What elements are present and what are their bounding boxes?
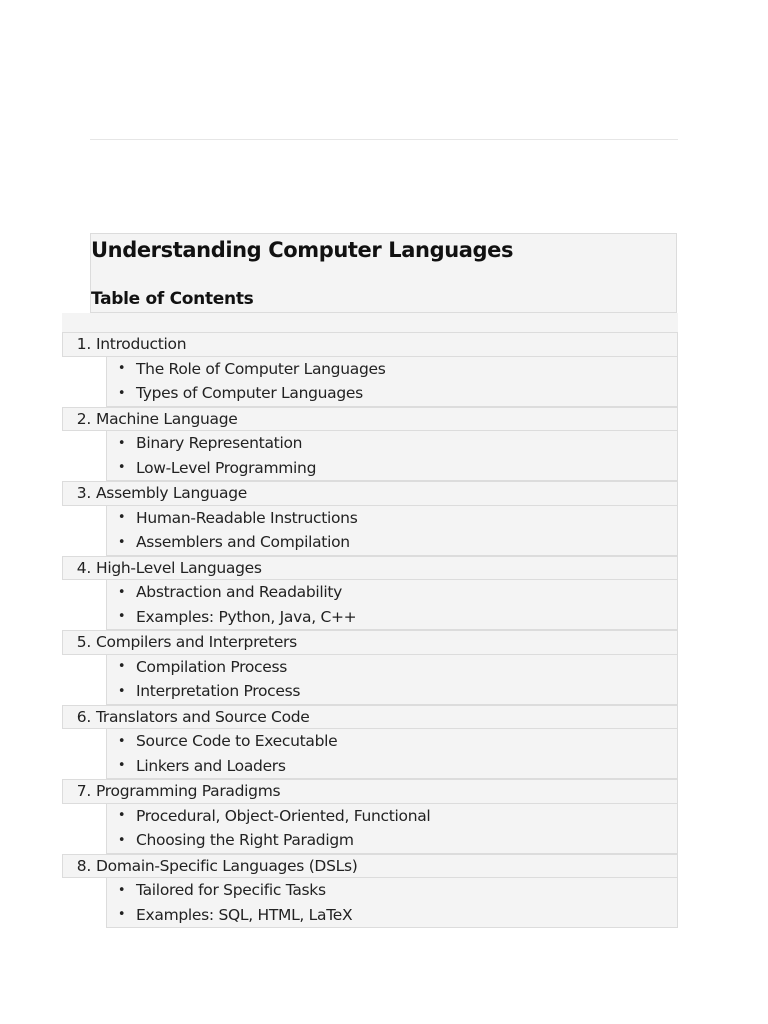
- horizontal-divider: [90, 139, 678, 140]
- toc-subsection-item[interactable]: [107, 655, 677, 680]
- toc-section-row[interactable]: [62, 332, 678, 357]
- toc-section: [62, 854, 678, 929]
- toc-section: [62, 556, 678, 631]
- toc-subsection-item[interactable]: [107, 456, 677, 481]
- toc-section-number: 8.: [76, 856, 91, 875]
- toc-subsection-label: Assemblers and Compilation: [136, 533, 350, 552]
- toc-section: [62, 630, 678, 705]
- toc-subsection-label: Tailored for Specific Tasks: [136, 881, 326, 900]
- document-title: Understanding Computer Languages: [91, 238, 514, 262]
- toc-subsection-item[interactable]: [107, 431, 677, 456]
- document-header: [90, 233, 677, 313]
- bullet-icon: •: [117, 609, 126, 625]
- toc-section-row[interactable]: [62, 630, 678, 655]
- toc-subsection-item[interactable]: [107, 357, 677, 382]
- toc-subsection-label: Examples: SQL, HTML, LaTeX: [136, 905, 353, 924]
- toc-subsection-label: Compilation Process: [136, 657, 288, 676]
- toc-section-number: 6.: [76, 707, 91, 726]
- toc-subsection-list: [106, 804, 678, 854]
- toc-subsection-list: [106, 506, 678, 556]
- bullet-icon: •: [117, 659, 126, 675]
- toc-section-number: 7.: [76, 782, 91, 801]
- toc-subsection-list: [106, 580, 678, 630]
- toc-section-label: Domain-Specific Languages (DSLs): [96, 856, 358, 875]
- toc-subsection-item[interactable]: [107, 506, 677, 531]
- toc-section-row[interactable]: [62, 481, 678, 506]
- toc-subsection-label: Binary Representation: [136, 434, 303, 453]
- toc-section-number: 5.: [76, 633, 91, 652]
- toc-subsection-label: Linkers and Loaders: [136, 756, 286, 775]
- toc-section-label: Machine Language: [96, 409, 238, 428]
- bullet-icon: •: [117, 808, 126, 824]
- toc-subsection-item[interactable]: [107, 804, 677, 829]
- toc-subsection-list: [106, 431, 678, 481]
- bullet-icon: •: [117, 534, 126, 550]
- toc-subsection-item[interactable]: [107, 381, 677, 406]
- toc-subsection-item[interactable]: [107, 754, 677, 779]
- toc-spacer: [62, 313, 678, 332]
- bullet-icon: •: [117, 584, 126, 600]
- toc-section-number: 1.: [76, 335, 91, 354]
- toc-section: [62, 705, 678, 780]
- toc-subsection-item[interactable]: [107, 729, 677, 754]
- toc-subsection-label: Source Code to Executable: [136, 732, 338, 751]
- toc-section-label: Compilers and Interpreters: [96, 633, 297, 652]
- toc-subsection-item[interactable]: [107, 828, 677, 853]
- table-of-contents: [62, 332, 678, 928]
- toc-section-label: High-Level Languages: [96, 558, 262, 577]
- toc-section-row[interactable]: [62, 407, 678, 432]
- bullet-icon: •: [117, 435, 126, 451]
- toc-subsection-item[interactable]: [107, 878, 677, 903]
- toc-section-label: Assembly Language: [96, 484, 248, 503]
- toc-section-label: Translators and Source Code: [96, 707, 310, 726]
- bullet-icon: •: [117, 882, 126, 898]
- toc-section-number: 4.: [76, 558, 91, 577]
- toc-subsection-list: [106, 655, 678, 705]
- toc-section: [62, 332, 678, 407]
- toc-section-label: Programming Paradigms: [96, 782, 281, 801]
- toc-subsection-item[interactable]: [107, 605, 677, 630]
- toc-heading: Table of Contents: [91, 289, 254, 309]
- toc-subsection-list: [106, 729, 678, 779]
- toc-section-row[interactable]: [62, 705, 678, 730]
- bullet-icon: •: [117, 733, 126, 749]
- bullet-icon: •: [117, 385, 126, 401]
- bullet-icon: •: [117, 510, 126, 526]
- bullet-icon: •: [117, 907, 126, 923]
- toc-section-row[interactable]: [62, 556, 678, 581]
- toc-subsection-label: Choosing the Right Paradigm: [136, 831, 354, 850]
- toc-subsection-item[interactable]: [107, 679, 677, 704]
- toc-subsection-label: Types of Computer Languages: [136, 384, 363, 403]
- toc-subsection-label: The Role of Computer Languages: [136, 359, 386, 378]
- toc-subsection-label: Human-Readable Instructions: [136, 508, 358, 527]
- toc-subsection-item[interactable]: [107, 580, 677, 605]
- toc-subsection-list: [106, 357, 678, 407]
- toc-subsection-label: Interpretation Process: [136, 682, 301, 701]
- bullet-icon: •: [117, 460, 126, 476]
- toc-section: [62, 407, 678, 482]
- toc-section: [62, 779, 678, 854]
- bullet-icon: •: [117, 361, 126, 377]
- toc-section-row[interactable]: [62, 854, 678, 879]
- toc-section: [62, 481, 678, 556]
- toc-subsection-item[interactable]: [107, 903, 677, 928]
- toc-subsection-label: Procedural, Object-Oriented, Functional: [136, 806, 431, 825]
- toc-section-label: Introduction: [96, 335, 187, 354]
- toc-subsection-list: [106, 878, 678, 928]
- bullet-icon: •: [117, 683, 126, 699]
- bullet-icon: •: [117, 832, 126, 848]
- toc-section-row[interactable]: [62, 779, 678, 804]
- toc-section-number: 3.: [76, 484, 91, 503]
- toc-subsection-label: Abstraction and Readability: [136, 583, 343, 602]
- toc-subsection-label: Examples: Python, Java, C++: [136, 607, 357, 626]
- toc-section-number: 2.: [76, 409, 91, 428]
- bullet-icon: •: [117, 758, 126, 774]
- toc-subsection-item[interactable]: [107, 530, 677, 555]
- toc-subsection-label: Low-Level Programming: [136, 458, 317, 477]
